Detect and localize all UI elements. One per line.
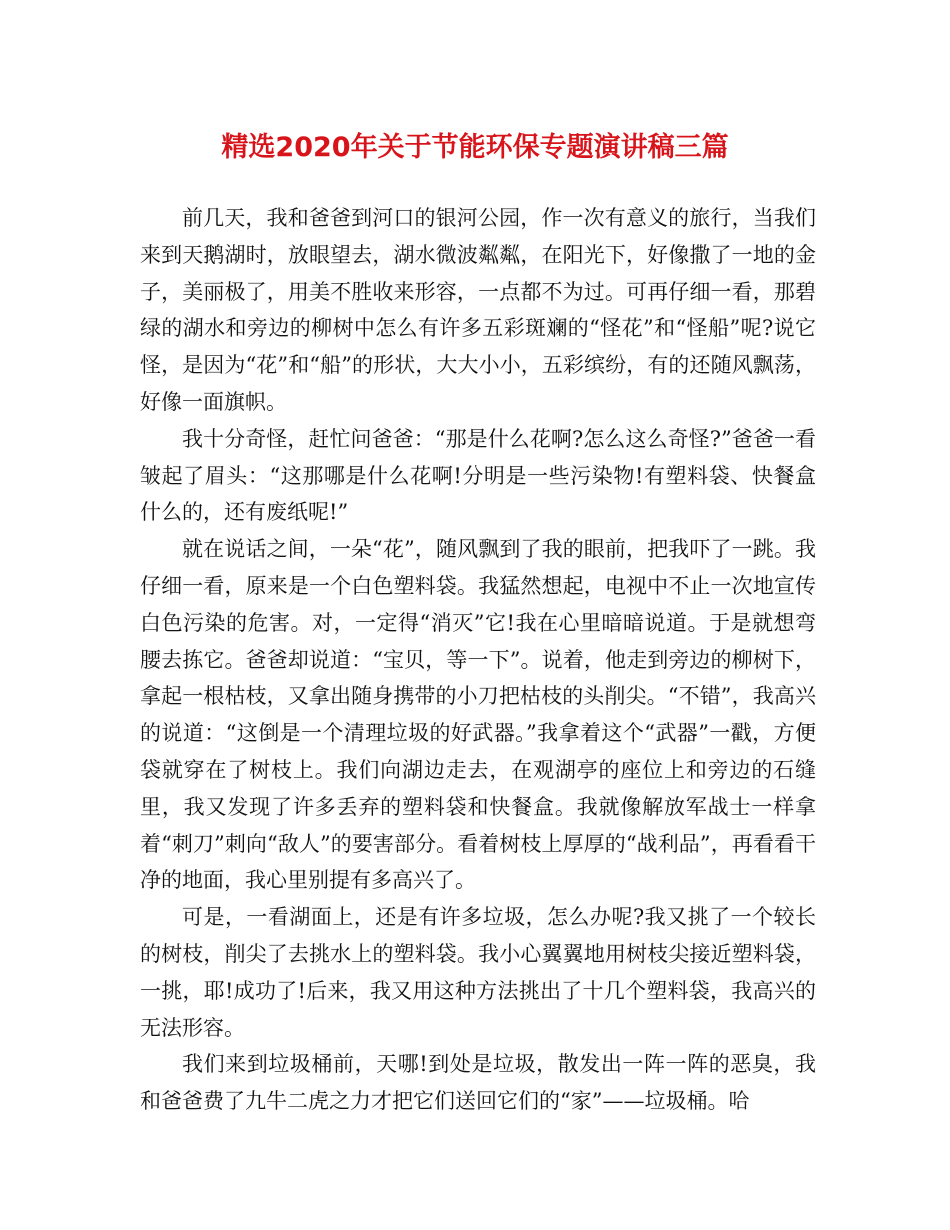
paragraph-1: 前几天，我和爸爸到河口的银河公园，作一次有意义的旅行，当我们来到天鹅湖时，放眼望去，湖水微波粼粼，在阳光下，好像撒了一地的金子，美丽极了，用美不胜收来形容，一点都不为过。可再仔细一看，那碧绿的湖水和旁边的柳树中怎么有许多五彩斑斓的“怪花”和“怪船”呢?说它怪，是因为“花”和“船”的形状，大大小小，五彩缤纷，有的还随风飘荡，好像一面旗帜。 [140,206,816,414]
paragraph-3: 就在说话之间，一朵“花”，随风飘到了我的眼前，把我吓了一跳。我仔细一看，原来是一个白色塑料袋。我猛然想起，电视中不止一次地宣传白色污染的危害。对，一定得“消灭”它!我在心里暗暗说道。于是就想弯腰去拣它。爸爸却说道：“宝贝，等一下”。说着，他走到旁边的柳树下，拿起一根枯枝，又拿出随身携带的小刀把枯枝的头削尖。“不错”，我高兴的说道：“这倒是一个清理垃圾的好武器。”我拿着这个“武器”一戳，方便袋就穿在了树枝上。我们向湖边走去，在观湖亭的座位上和旁边的石缝里，我又发现了许多丢弃的塑料袋和快餐盒。我就像解放军战士一样拿着“刺刀”刺向“敌人”的要害部分。看着树枝上厚厚的“战利品”，再看看干净的地面，我心里别提有多高兴了。 [140,537,816,893]
document-title: 精选2020年关于节能环保专题演讲稿三篇 [221,132,729,163]
paragraph-5: 我们来到垃圾桶前，天哪!到处是垃圾，散发出一阵一阵的恶臭，我和爸爸费了九牛二虎之力才把它们送回它们的“家”——垃圾桶。哈 [140,1052,816,1114]
document-body [140,200,816,1120]
paragraph-4: 可是，一看湖面上，还是有许多垃圾，怎么办呢?我又挑了一个较长的树枝，削尖了去挑水上的塑料袋。我小心翼翼地用树枝尖接近塑料袋，一挑，耶!成功了!后来，我又用这种方法挑出了十几个塑料袋，我高兴的无法形容。 [140,905,816,1040]
paragraph-2: 我十分奇怪，赶忙问爸爸：“那是什么花啊?怎么这么奇怪?”爸爸一看皱起了眉头：“这那哪是什么花啊!分明是一些污染物!有塑料袋、快餐盒什么的，还有废纸呢!” [140,426,816,525]
